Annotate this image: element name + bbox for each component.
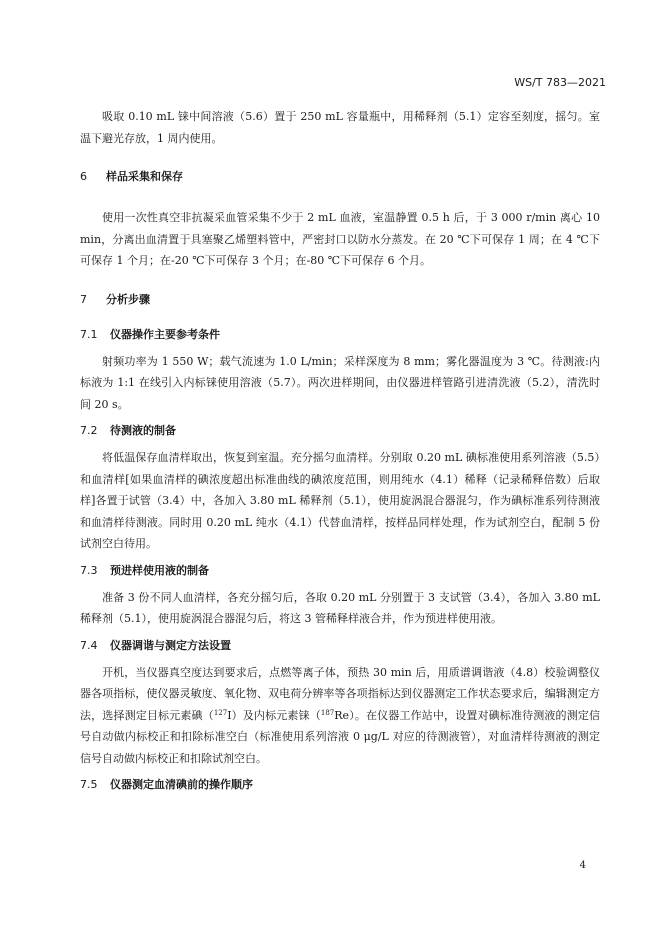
text-fragment: Re）。在仪器工作站中，设置对碘标准待测液的测定信号自动做内标校正和扣除标准空白（标准使用系列溶液 0 μg/L 对应的待测液管），对血清样待测液的测定信号自动做内标校正和扣除试剂空白。 <box>80 708 601 765</box>
isotope-mass-rhenium: 187 <box>320 708 335 717</box>
section-heading-7-2 <box>80 424 600 438</box>
section-number: 7 <box>80 292 87 306</box>
paragraph-sec7-2: 将低温保存血清样取出，恢复到室温。充分摇匀血清样。分别取 0.20 mL 碘标准使用系列溶液（5.5）和血清样[如果血清样的碘浓度超出标准曲线的碘浓度范围，则用纯水（4.1）稀释（记录稀释倍数）后取样]各置于试管（3.4）中，各加入 3.80 mL 稀释剂（5.1），使用旋涡混合器混匀，作为碘标准系列待测液和血清样待测液。同时用 0.20 mL 纯水（4.1）代替血清样，按样品同样处理，作为试剂空白，配制 5 份试剂空白待用。 <box>80 451 600 550</box>
paragraph-sec7-3: 准备 3 份不同人血清样，各充分摇匀后，各取 0.20 mL 分别置于 3 支试管（3.4），各加入 3.80 mL 稀释剂（5.1），使用旋涡混合器混匀后，将这 3 管稀释样液合并，作为预进样使用液。 <box>80 590 600 625</box>
section-heading-7-3 <box>80 564 600 578</box>
section-number: 6 <box>80 170 87 183</box>
section-heading-7-5 <box>80 778 600 792</box>
section-heading-7-4 <box>80 639 600 653</box>
section-title: 待测液的制备 <box>110 424 176 437</box>
section-title: 预进样使用液的制备 <box>110 563 209 577</box>
section-number: 7.2 <box>80 424 98 437</box>
isotope-mass-iodine: 127 <box>213 708 228 717</box>
section-number: 7.1 <box>80 327 98 341</box>
paragraph-sec7-1: 射频功率为 1 550 W；载气流速为 1.0 L/min；采样深度为 8 mm；雾化器温度为 3 ℃。待测液:内标液为 1:1 在线引入内标铼使用溶液（5.7）。两次进样期间，由仪器进样管路引进清洗液（5.2），清洗时间 20 s。 <box>80 354 600 411</box>
section-number: 7.3 <box>80 563 98 577</box>
section-title: 仪器操作主要参考条件 <box>110 327 220 341</box>
section-number: 7.5 <box>80 778 98 791</box>
section-title: 样品采集和保存 <box>106 170 183 183</box>
paragraph-intro: 吸取 0.10 mL 铼中间溶液（5.6）置于 250 mL 容量瓶中，用稀释剂（5.1）定容至刻度，摇匀。室温下避光存放，1 周内使用。 <box>80 110 600 145</box>
document-body <box>80 106 600 792</box>
section-title: 仪器测定血清碘前的操作顺序 <box>110 778 253 791</box>
section-heading-7 <box>80 293 600 307</box>
paragraph-sec7-4 <box>80 662 600 770</box>
section-heading-7-1 <box>80 328 600 342</box>
paragraph-sec6: 使用一次性真空非抗凝采血管采集不少于 2 mL 血液，室温静置 0.5 h 后，于 3 000 r/min 离心 10 min，分离出血清置于具塞聚乙烯塑料管中，严密封口以防水分蒸发。在 20 ℃下可保存 1 周；在 4 ℃下可保存 1 个月；在-20 ℃下可保存 3 个月；在-80 ℃下可保存 6 个月。 <box>80 211 600 267</box>
section-number: 7.4 <box>80 638 98 652</box>
text-fragment: I）及内标元素铼（ <box>227 708 321 722</box>
page-number: 4 <box>579 860 586 871</box>
text-fragment: 开机，当仪器真空度达到要求后，点燃等离子体，预热 30 min 后，用质谱调谐液（4.8）校验调整仪器各项指标，使仪器灵敏度、氧化物、双电荷分辨率等各项指标达到仪器测定工作状态要求后，编辑测定方法，选择测定目标元素碘（ <box>80 665 600 722</box>
section-title: 仪器调谐与测定方法设置 <box>110 638 231 652</box>
standard-code: WS/T 783—2021 <box>514 76 606 89</box>
section-heading-6 <box>80 170 600 184</box>
section-title: 分析步骤 <box>106 292 150 306</box>
